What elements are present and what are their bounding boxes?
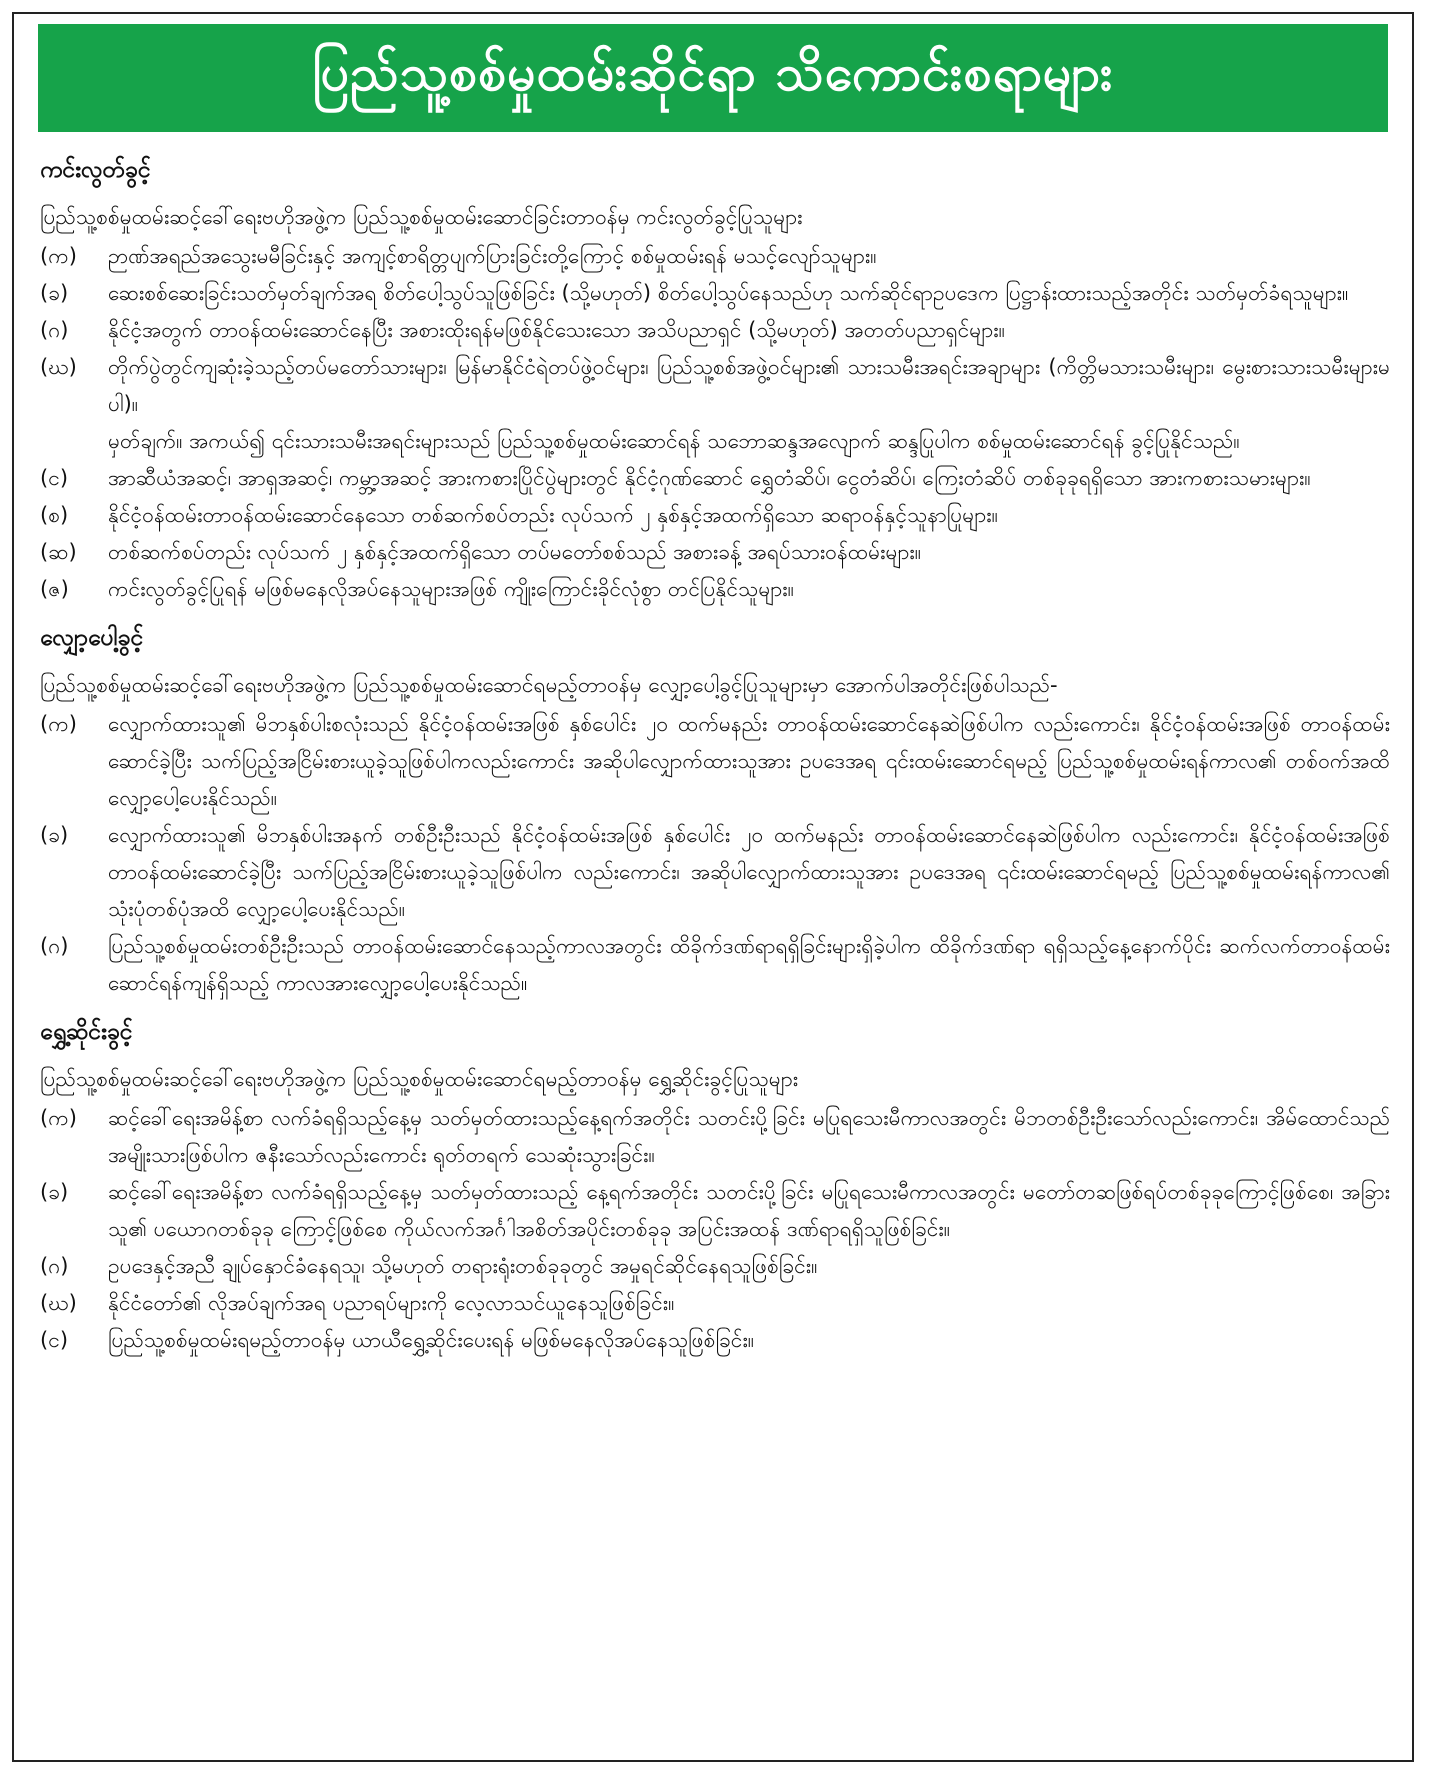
item-text: တိုက်ပွဲတွင်ကျဆုံးခဲ့သည့်တပ်မတော်သားများ၊ မြန်မာနိုင်ငံရဲတပ်ဖွဲ့ဝင်များ၊ ပြည်သူ့စစ်အဖွဲ့ဝင်များ၏ သားသမီးအရင်းအချာများ (ကိတ္တိမသားသမီးများ၊ မွေးစားသားသမီးများမပါ)။: [108, 355, 1390, 416]
item-marker: (ဂ): [40, 934, 69, 958]
notice-frame: [12, 12, 1414, 1762]
item-marker: (ခ): [40, 823, 69, 847]
list-item: [40, 1248, 1390, 1285]
section-intro: ပြည်သူ့စစ်မှုထမ်းဆင့်ခေါ်ရေးဗဟိုအဖွဲ့က ပြည်သူ့စစ်မှုထမ်းဆောင်ခြင်းတာဝန်မှ ကင်းလွတ်ခွင့်ပြုသူများ: [40, 205, 803, 229]
list-item: [40, 534, 1390, 571]
item-text: နိုင်ငံ့ဝန်ထမ်းတာဝန်ထမ်းဆောင်နေသော တစ်ဆက်စပ်တည်း လုပ်သက် ၂ နှစ်နှင့်အထက်ရှိသော ဆရာဝန်နှင့်သူနာပြုများ။: [108, 503, 998, 527]
item-text: ပြည်သူ့စစ်မှုထမ်းရမည့်တာဝန်မှ ယာယီရွှေ့ဆိုင်းပေးရန် မဖြစ်မနေလိုအပ်နေသူဖြစ်ခြင်း။: [108, 1328, 755, 1352]
section-heading: ကင်းလွတ်ခွင့်: [40, 157, 151, 183]
item-marker: (ခ): [40, 1180, 69, 1204]
section-intro: ပြည်သူ့စစ်မှုထမ်းဆင့်ခေါ်ရေးဗဟိုအဖွဲ့က ပြည်သူ့စစ်မှုထမ်းဆောင်ရမည့်တာဝန်မှ လျှော့ပေါ့ခွင့်ပြုသူများမှာ အောက်ပါအတိုင်းဖြစ်ပါသည်-: [40, 673, 1058, 697]
list-item: [40, 497, 1390, 534]
item-text: ကင်းလွတ်ခွင့်ပြုရန် မဖြစ်မနေလိုအပ်နေသူများအဖြစ် ကျိုးကြောင်းခိုင်လုံစွာ တင်ပြနိုင်သူများ။: [108, 577, 794, 601]
list-item: [40, 275, 1390, 312]
section-heading: ရွှေ့ဆိုင်းခွင့်: [40, 1019, 133, 1045]
item-marker: (ခ): [40, 281, 69, 305]
item-text: အာဆီယံအဆင့်၊ အာရှအဆင့်၊ ကမ္ဘာ့အဆင့် အားကစားပြိုင်ပွဲများတွင် နိုင်ငံ့ဂုဏ်ဆောင် ရွှေတံဆိပ်၊ ငွေတံဆိပ်၊ ကြေးတံဆိပ် တစ်ခုခုရရှိသော အားကစားသမားများ။: [108, 466, 1311, 490]
list-item: [40, 1100, 1390, 1174]
item-marker: (ဇ): [40, 577, 69, 601]
section-reduction: [40, 620, 1390, 1002]
item-marker: (ဆ): [40, 540, 77, 564]
list-item: [40, 312, 1390, 349]
item-text: နိုင်ငံတော်၏ လိုအပ်ချက်အရ ပညာရပ်များကို လေ့လာသင်ယူနေသူဖြစ်ခြင်း။: [108, 1291, 675, 1315]
list-item: [40, 238, 1390, 275]
item-text: တစ်ဆက်စပ်တည်း လုပ်သက် ၂ နှစ်နှင့်အထက်ရှိသော တပ်မတော်စစ်သည် အစားခန့် အရပ်သားဝန်ထမ်းများ။: [108, 540, 922, 564]
item-text: လျှောက်ထားသူ၏ မိဘနှစ်ပါးစလုံးသည် နိုင်ငံ့ဝန်ထမ်းအဖြစ် နှစ်ပေါင်း ၂၀ ထက်မနည်း တာဝန်ထမ်းဆောင်နေဆဲဖြစ်ပါက လည်းကောင်း၊ နိုင်ငံ့ဝန်ထမ်းအဖြစ် တာဝန်ထမ်းဆောင်ခဲ့ပြီး သက်ပြည့်အငြိမ်းစားယူခဲ့သူဖြစ်ပါကလည်းကောင်း အဆိုပါလျှောက်ထားသူအား ဥပဒေအရ ၎င်းထမ်းဆောင်ရမည့် ပြည်သူ့စစ်မှုထမ်းရန်ကာလ၏ တစ်ဝက်အထိ လျှော့ပေါ့ပေးနိုင်သည်။: [108, 712, 1390, 810]
item-marker: (ဂ): [40, 1254, 69, 1278]
section-exemption: [40, 152, 1390, 608]
section-intro: ပြည်သူ့စစ်မှုထမ်းဆင့်ခေါ်ရေးဗဟိုအဖွဲ့က ပြည်သူ့စစ်မှုထမ်းဆောင်ရမည့်တာဝန်မှ ရွှေ့ဆိုင်းခွင့်ပြုသူများ: [40, 1067, 799, 1091]
section-heading: လျှော့ပေါ့ခွင့်: [40, 625, 144, 651]
section-deferment: [40, 1014, 1390, 1359]
item-marker: (ဂ): [40, 318, 69, 342]
item-text: ဆင့်ခေါ်ရေးအမိန့်စာ လက်ခံရရှိသည့်နေ့မှ သတ်မှတ်ထားသည့် နေ့ရက်အတိုင်း သတင်းပို့ခြင်း မပြုရသေးမီကာလအတွင်း မတော်တဆဖြစ်ရပ်တစ်ခုခုကြောင့်ဖြစ်စေ၊ အခြားသူ၏ ပယောဂတစ်ခုခု ကြောင့်ဖြစ်စေ ကိုယ်လက်အင်္ဂါအစိတ်အပိုင်းတစ်ခုခု အပြင်းအထန် ဒဏ်ရာရရှိသူဖြစ်ခြင်း။: [108, 1180, 1390, 1241]
item-marker: (က): [40, 1106, 77, 1130]
item-marker: (က): [40, 712, 77, 736]
item-text: ဆင့်ခေါ်ရေးအမိန့်စာ လက်ခံရရှိသည့်နေ့မှ သတ်မှတ်ထားသည့်နေ့ရက်အတိုင်း သတင်းပို့ခြင်း မပြုရသေးမီကာလအတွင်း မိဘတစ်ဦးဦးသော်လည်းကောင်း၊ အိမ်ထောင်သည် အမျိုးသားဖြစ်ပါက ဇနီးသော်လည်းကောင်း ရုတ်တရက် သေဆုံးသွားခြင်း။: [108, 1106, 1390, 1167]
item-marker: (ဃ): [40, 1291, 77, 1315]
list-item: [40, 1285, 1390, 1322]
item-marker: (င): [40, 466, 69, 490]
item-marker: (က): [40, 244, 77, 268]
item-marker: (စ): [40, 503, 69, 527]
item-text: လျှောက်ထားသူ၏ မိဘနှစ်ပါးအနက် တစ်ဦးဦးသည် နိုင်ငံ့ဝန်ထမ်းအဖြစ် နှစ်ပေါင်း ၂၀ ထက်မနည်း တာဝန်ထမ်းဆောင်နေဆဲဖြစ်ပါက လည်းကောင်း၊ နိုင်ငံ့ဝန်ထမ်းအဖြစ် တာဝန်ထမ်းဆောင်ခဲ့ပြီး သက်ပြည့်အငြိမ်းစားယူခဲ့သူဖြစ်ပါက လည်းကောင်း၊ အဆိုပါလျှောက်ထားသူအား ဥပဒေအရ ၎င်းထမ်းဆောင်ရမည့် ပြည်သူ့စစ်မှုထမ်းရန်ကာလ၏ သုံးပုံတစ်ပုံအထိ လျှော့ပေါ့ပေးနိုင်သည်။: [108, 823, 1390, 921]
list-item: [40, 1322, 1390, 1359]
list-item: [40, 817, 1390, 928]
list-item: [40, 349, 1390, 423]
item-marker: (ဃ): [40, 355, 77, 379]
item-note: မှတ်ချက်။ အကယ်၍ ၎င်းသားသမီးအရင်းများသည် ပြည်သူ့စစ်မှုထမ်းဆောင်ရန် သဘောဆန္ဒအလျောက် ဆန္ဒပြုပါက စစ်မှုထမ်းဆောင်ရန် ခွင့်ပြုနိုင်သည်။: [108, 429, 1240, 453]
item-text: ပြည်သူ့စစ်မှုထမ်းတစ်ဦးဦးသည် တာဝန်ထမ်းဆောင်နေသည့်ကာလအတွင်း ထိခိုက်ဒဏ်ရာရရှိခြင်းများရှိခဲ့ပါက ထိခိုက်ဒဏ်ရာ ရရှိသည့်နေ့နောက်ပိုင်း ဆက်လက်တာဝန်ထမ်းဆောင်ရန်ကျန်ရှိသည့် ကာလအားလျှော့ပေါ့ပေးနိုင်သည်။: [108, 934, 1390, 995]
list-item: [40, 1174, 1390, 1248]
item-marker: (င): [40, 1328, 69, 1352]
notice-content: [40, 148, 1390, 1371]
item-text: ဉာဏ်အရည်အသွေးမမီခြင်းနှင့် အကျင့်စာရိတ္တပျက်ပြားခြင်းတို့ကြောင့် စစ်မှုထမ်းရန် မသင့်လျော်သူများ။: [108, 244, 877, 268]
item-text: ဆေးစစ်ဆေးခြင်းသတ်မှတ်ချက်အရ စိတ်ပေါ့သွပ်သူဖြစ်ခြင်း (သို့မဟုတ်) စိတ်ပေါ့သွပ်နေသည်ဟု သက်ဆိုင်ရာဥပဒေက ပြဋ္ဌာန်းထားသည့်အတိုင်း သတ်မှတ်ခံရသူများ။: [108, 281, 1349, 305]
page-title: ပြည်သူ့စစ်မှုထမ်းဆိုင်ရာ သိကောင်းစရာများ: [38, 24, 1388, 132]
list-item: [40, 460, 1390, 497]
list-item: [40, 928, 1390, 1002]
item-text: ဥပဒေနှင့်အညီ ချုပ်နှောင်ခံနေရသူ၊ သို့မဟုတ် တရားရုံးတစ်ခုခုတွင် အမှုရင်ဆိုင်နေရသူဖြစ်ခြင်း။: [108, 1254, 818, 1278]
item-text: နိုင်ငံ့အတွက် တာဝန်ထမ်းဆောင်နေပြီး အစားထိုးရန်မဖြစ်နိုင်သေးသော အသိပညာရှင် (သို့မဟုတ်) အတတ်ပညာရှင်များ။: [108, 318, 1005, 342]
list-item: [40, 571, 1390, 608]
list-item: [40, 706, 1390, 817]
